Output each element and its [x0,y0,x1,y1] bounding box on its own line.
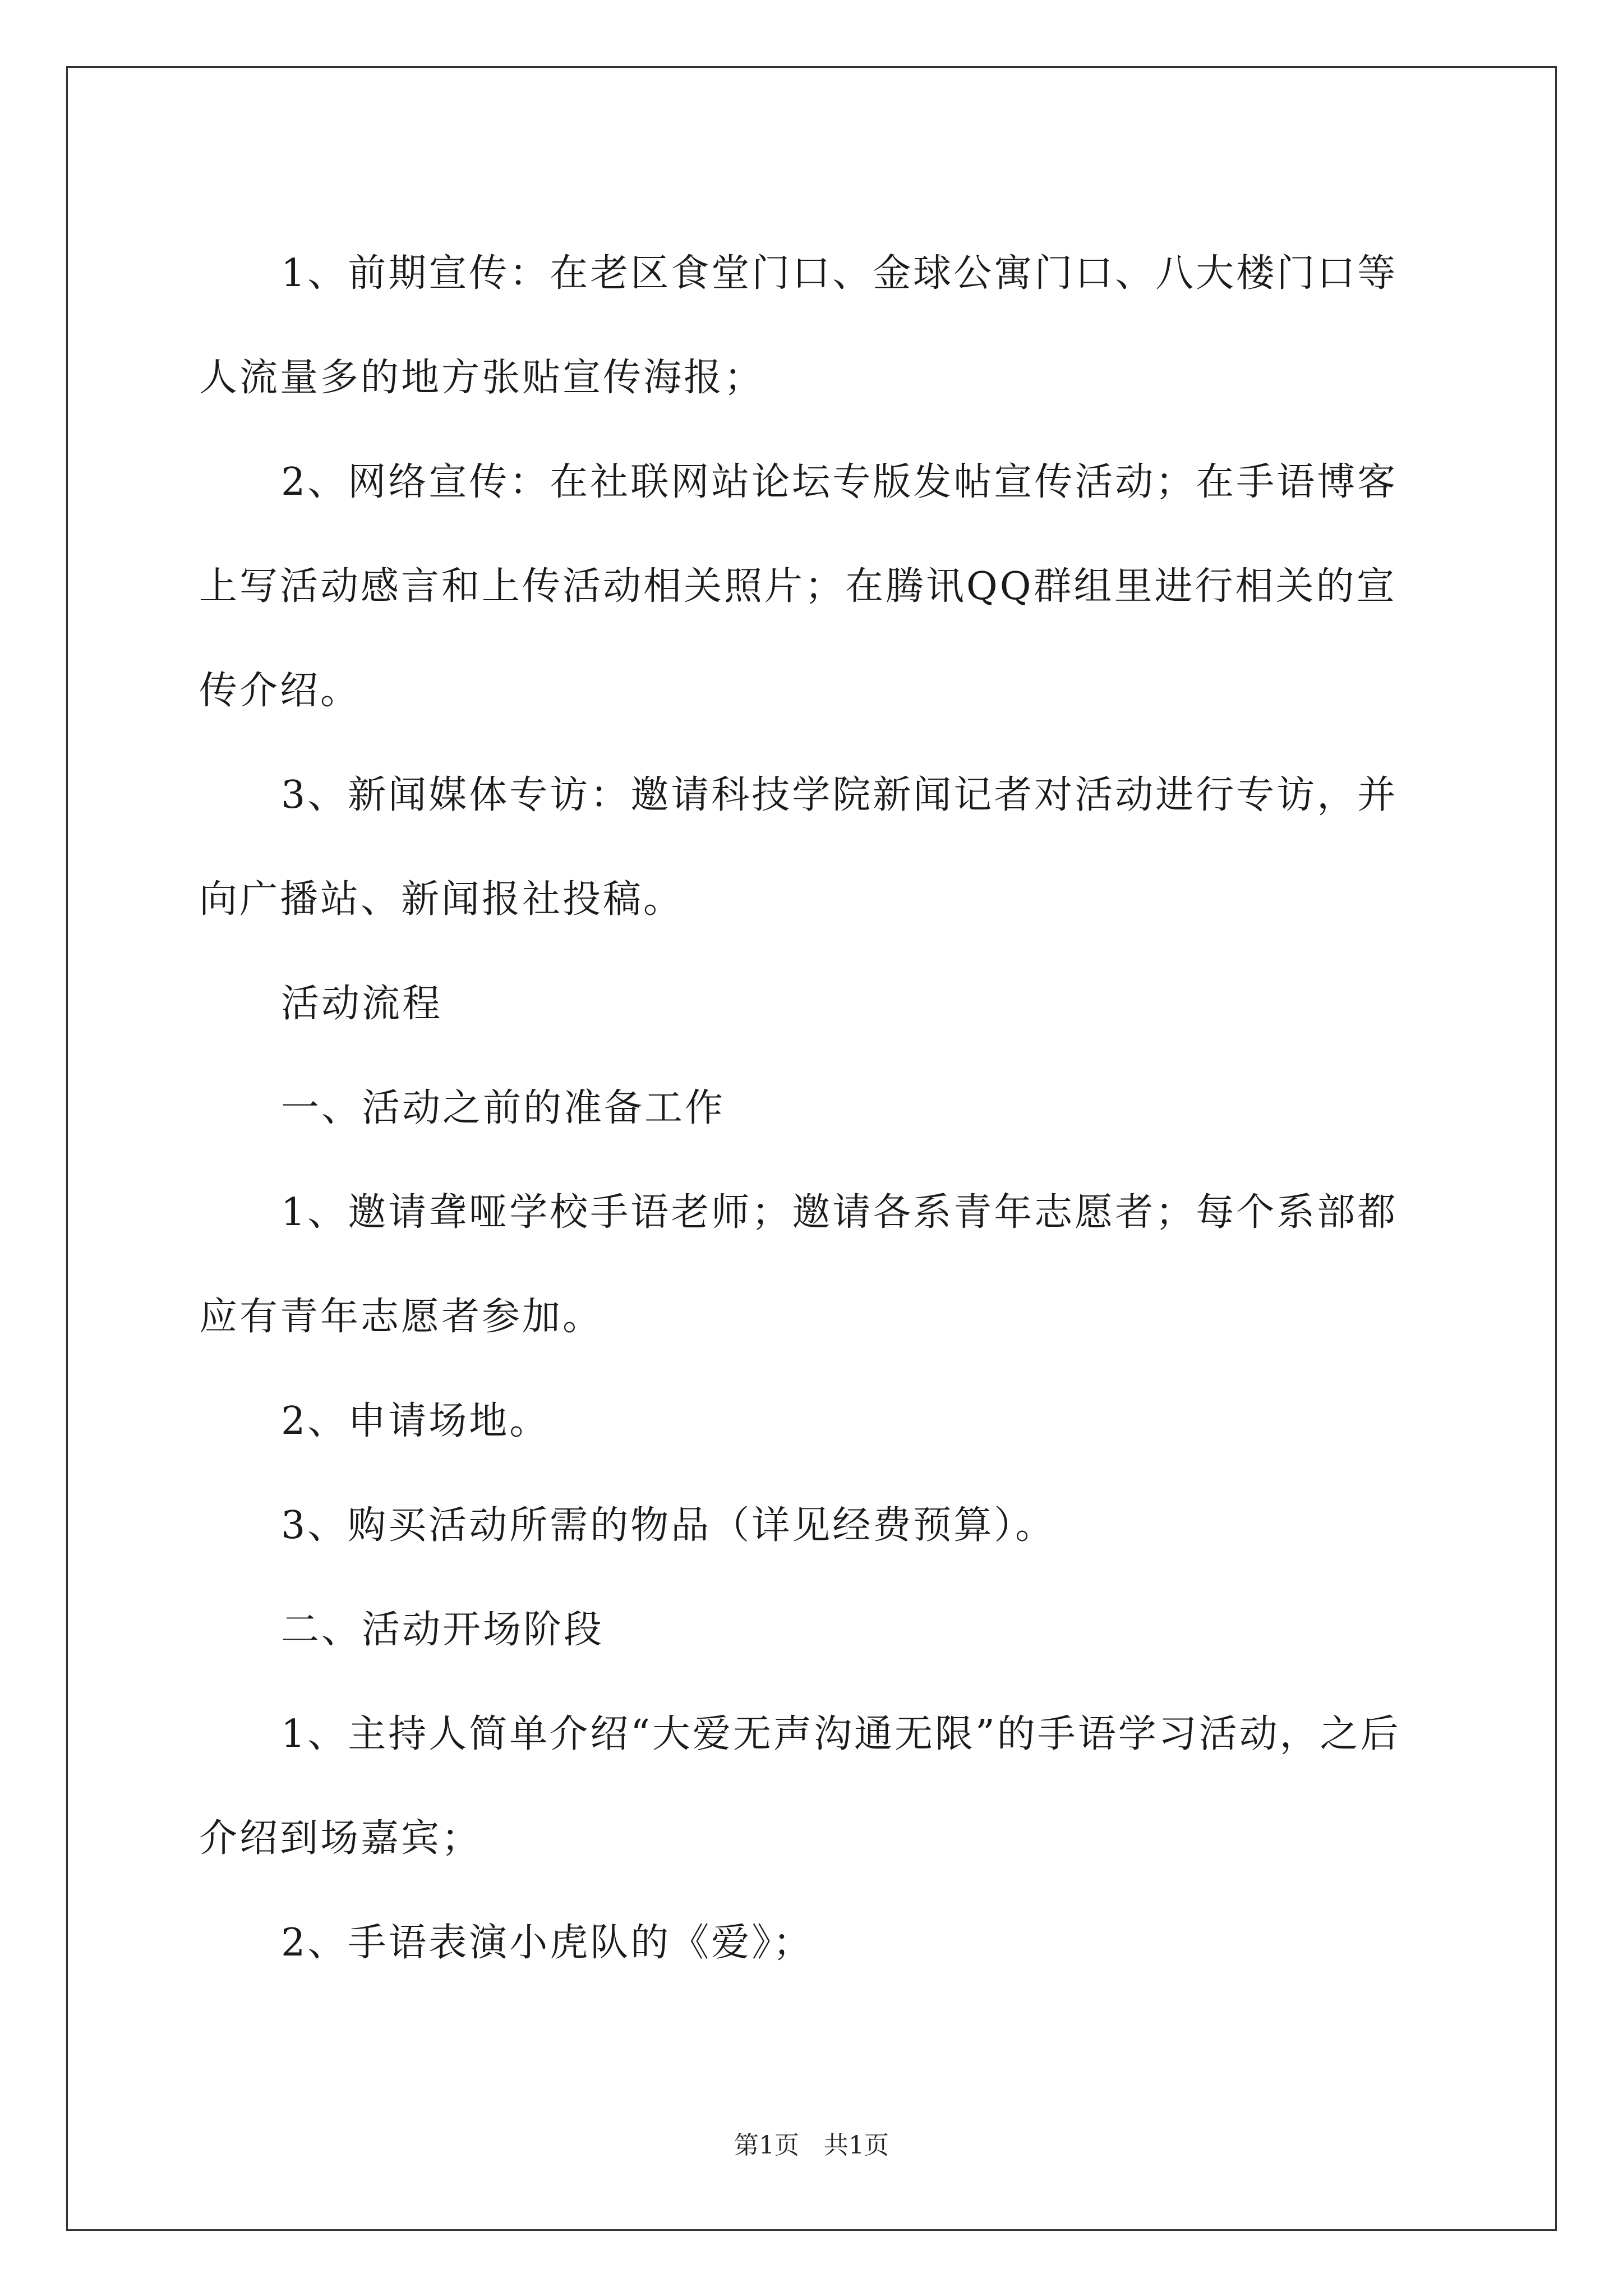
paragraph-promo-media: 3、新闻媒体专访：邀请科技学院新闻记者对活动进行专访，并向广播站、新闻报社投稿。 [199,773,1398,922]
paragraph-opening-host: 1、主持人简单介绍“大爱无声沟通无限”的手语学习活动，之后介绍到场嘉宾； [199,1712,1401,1861]
paragraph-prep-invite: 1、邀请聋哑学校手语老师；邀请各系青年志愿者；每个系部都应有青年志愿者参加。 [199,1190,1398,1339]
subheading-opening: 二、活动开场阶段 [281,1608,605,1652]
subheading-preparation: 一、活动之前的准备工作 [281,1086,726,1130]
paragraph-promo-preliminary: 1、前期宣传：在老区食堂门口、金球公寓门口、八大楼门口等人流量多的地方张贴宣传海报； [199,251,1398,400]
page-number: 第1页 共1页 [734,2131,889,2160]
paragraph-opening-performance: 2、手语表演小虎队的《爱》； [281,1921,814,1965]
paragraph-prep-supplies: 3、购买活动所需的物品（详见经费预算）。 [281,1503,1056,1548]
section-heading-activity-flow: 活动流程 [281,982,443,1026]
paragraph-prep-venue: 2、申请场地。 [281,1399,550,1443]
document-body [199,222,1433,1995]
paragraph-promo-online: 2、网络宣传：在社联网站论坛专版发帖宣传活动；在手语博客上写活动感言和上传活动相关照片；在腾讯QQ群组里进行相关的宣传介绍。 [199,460,1398,713]
